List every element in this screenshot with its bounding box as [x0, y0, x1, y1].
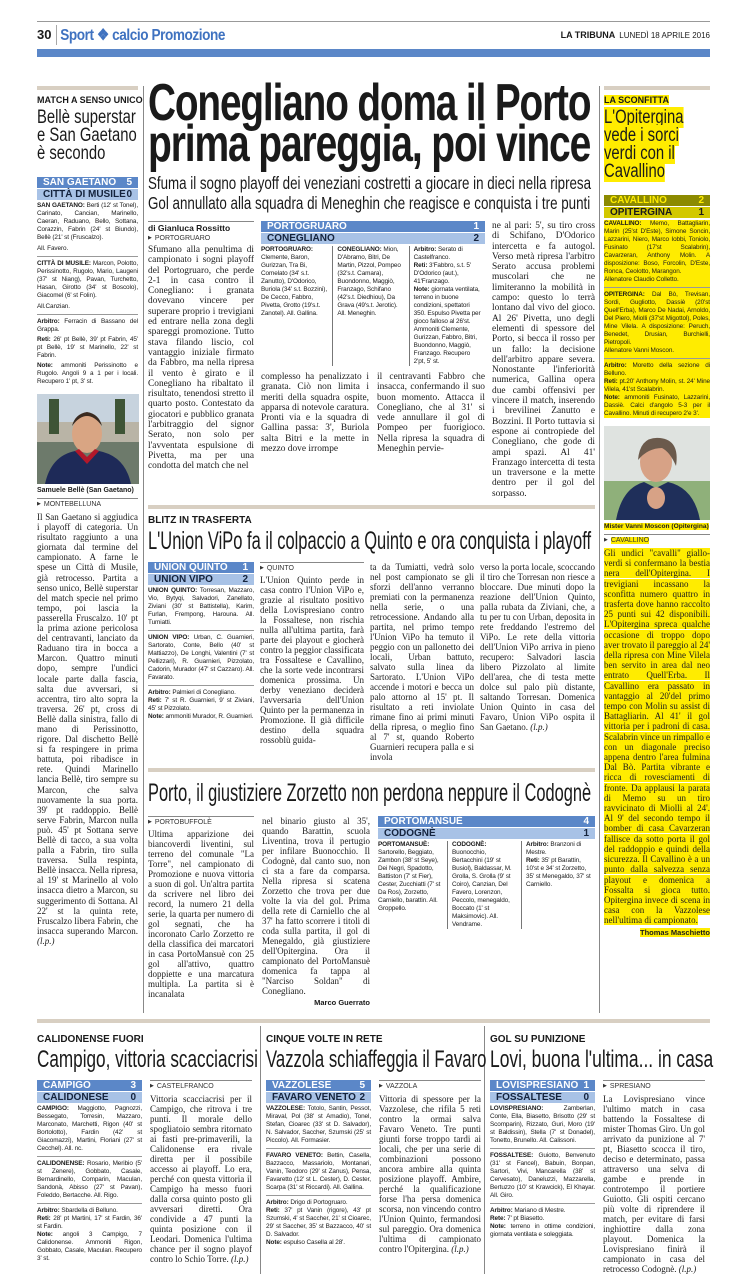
- score-row-home: VAZZOLESE 5: [266, 1080, 371, 1091]
- author: Thomas Maschietto: [639, 927, 710, 937]
- masthead: [561, 30, 710, 40]
- score-row-home: PORTOMANSUÈ 4: [378, 816, 595, 827]
- score-row-home: SAN GAETANO 5: [37, 177, 138, 188]
- subtitle-line: Gol annullato alla squadra di Meneghin che reagisce e conquista i tre punti: [148, 193, 591, 213]
- divider: [37, 1019, 710, 1023]
- bottom-stories: [37, 1026, 714, 1274]
- dateline: ▶ PORTOBUFFOLÈ: [148, 816, 254, 826]
- dateline: ▶ CAVALLINO: [604, 534, 710, 544]
- lineups: LOVISPRESIANO: Zamberlan, Conte, Ella, Biasetto, Brisotto (29' st Scomparin), Rizzato, Guri, Moro (19' st Baldissin), Stella (7' st Donadel), Tonetto, Brunello. All. Calissoni. FOSSALTESE: Guiotto, Benvenuto (31' st Fancel), Babuin, Bonpan, Sartori, Vivi, Mancarella (38' st Cervesato), Daneluzzi, Mazzarella, Bertuzzo (10' st Krawcick), El Khayar. All. Giro. Arbitro: Mariano di Mestre. Rete: 7' pt Biasetto. Note: terreno in ottime condizioni, giornata ventilata e soleggiata.: [490, 1105, 595, 1239]
- player-photo-image: [37, 394, 139, 484]
- lineups: CAVALLINO: Memo, Battagliarin, Marin (25'st D'Este), Simone Soncin, Lazzarini, Niero, Marco Iobbi, Toniolo, Fusinato (17'st Scalabrin), Cavarzeran, Anthony Molin. A disposizione: Boso, Forcolin, D'Este, Ronca, Ceolotto, Marangon. Allenatore Claudio Colletto. OPITERGINA: Dal Bò, Trevisan, Sordi, Gugliotto, Dassiè (20'st Quell'Erba), Marco De Nadai, Arnoldo, Del Piero, Miolli (37'st Migottol), Poles, Mine Vilela. A disposizione: Peruch, Benedet, Drusian, Burchielli, Pietropoli. Allenatore Vanni Moscon. Arbitro: Moretto della sezione di Belluno. Reti: pt.20' Anthony Molin, st. 24' Mine Vilela, 41'st Scalabrin. Note: ammoniti Fusinato, Lazzarini, Dassiè. Calci d'angolo 5-3 per il Cavallino. Minuti di recupero 2'e 3'.: [604, 220, 710, 417]
- divider: [37, 86, 138, 90]
- dateline: ▶ MONTEBELLUNA: [37, 498, 138, 508]
- kicker: GOL SU PUNIZIONE: [490, 1034, 586, 1046]
- article-body-col2: complesso ha penalizzato i granata. Ciò non limita i meriti della squadra ospite, apparsa di notevole caratura. Pronti via e la squadra di Gallina passa: 3', Buriola salta Bitri e la mette in mezzo dove irrompe: [261, 372, 369, 455]
- lineups: UNION QUINTO: Torresan, Mazzaro, Vio, Bytyqi, Salvadori, Zanellato, Ziviani (30' st Battistella), Karim, Furlan, Frempong, Harouna. All. Tumiatti. UNION VIPO: Urban, C. Guarnieri, Sartorato, Conte, Bello (40' st Mattiazzo), De Longhi, Valentini (7' st Pellizzari), R. Guarnieri, Pizzolato, Cadorin, Murador (47' st Cazzaro). All. Favarato. Arbitro: Palmieri di Conegliano. Reti: 7' st R. Guarnieri, 9' st Ziviani, 45' st Pizzolato. Note: ammoniti Murador, R. Guarnieri.: [148, 587, 255, 721]
- top-rule: [37, 21, 710, 22]
- score-row-away: CALIDONESE 0: [37, 1092, 142, 1103]
- article-body: Il San Gaetano si aggiudica i playoff di categoria. Un risultato raggiunto a una giornata dal termine del campionato. A farne le spese un Città di Musile, già retrocesso. Partita a senso unico, Bellè superstar del match specie nel primo tempo, poi lascia la passerella Fruscalzo. 10' pt la prima azione pericolosa del centravanti, lanciato da Raduano tira in bocca a Marcon. Quattro minuti dopo, sempre l'undici locale parte dalla fascia, salta due avversari, si accentra, tiro alto sopra la traversa. 26' pt, cross di Bellè dalla sinistra, fallo di mano di Perissinotto, rigore. Dal dischetto Bellè si fa respingere in prima battuta, poi ribadisce in rete. Quindi Marinello lancia Bellè, tiro sempre su Marcon, che salva nuovamente la sua porta. 39' pt raddoppio. Bellè serve Fabrin, Marcon nulla può. 45' pt Sottana serve Bellè di tacco, a sua volta palla a Fabrin, tiro sulla traversa. Sulla respinta, Bellè insacca. Nella ripresa, al 19' st Marinello al volo insacca dietro a Marcon, su suggerimento di Sottana. Al 22' st la quinta rete, Fruscalzo libera Fabrin, che insacca superando Marcon. (l.p.): [37, 512, 138, 946]
- page-number: 30: [37, 27, 52, 42]
- article-body-col1: Sfumano alla penultima di campionato i sogni playoff del Portogruaro, che perde 2-1 in casa contro il Conegliano: i granata dovevano vincere per superare proprio i trevigiani ed entrare nella zona degli spareggi promozione. Tutto stava filando liscio, col vantaggio iniziale firmato da Fabbro, ma nella ripresa il vento è girato e il Conegliano ha ribaltato il risultato, tenendosi stretto il quarto posto. Contestato da giocatori e pubblico granata l'arbitraggio del signor Serato, non solo per l'avventata espulsione di Pivetta, ma per una condotta del match che nel: [148, 245, 254, 472]
- headline-line: Conegliano doma il Porto: [148, 74, 591, 132]
- scoreboard: [37, 177, 138, 200]
- article-body-col1: Ultima apparizione dei biancoverdi liventini, sul terreno del comunale "La Torre", nel campionato di Promozione e nuova vittoria a suon di gol. Un'altra partita da scrivere nel libro dei record, la numero 21 della serie, la quarta per numero di gol segnati, che ha incoronato Carlo Zorzetto re della classifica dei marcatori in casa PortoMansuè con 25 gol all'attivo, quattro doppiette e una marcatura multipla. La partita si è incanalata: [148, 829, 254, 1000]
- lineups: CAMPIGO: Maggiotto, Pagnozzi, Bessegato, Torresin, Mazzaro, Marconato, Marchetti, Rigon (40' st Bortolotto), Fardin (42' st Giacomazzi), Martini, Floriani (27' st Cecchel). All. nc. CALIDONENSE: Rosario, Meribio (5' st Zenere), Gobbato, Casale, Bernardinello, Comparin, Maculan, Sandonà, Abisso (27' st Pavan), Foleddo, Bertacche. All. Rigo. Arbitro: Sbardella di Belluno. Reti: 28' pt Martini, 17' st Fardin, 36' st Fardin. Note: angoli 3 Campigo, 7 Calidonense. Ammoniti Rigon, Gobbato, Casale, Maculan. Recupero 3' st.: [37, 1105, 142, 1263]
- article-body-col4: ne al pari: 5', su tiro cross di Schifano, D'Odorico intercetta e fa autogol. Verso metà ripresa l'arbitro Serato accusa problemi muscolari che ne limiteranno la mobilità in campo: questo lo terrà lontano dal vivo del gioco. Al 26' Pivetta, uno degli elementi di spessore del Porto, si becca il rosso per un fallo: la decisione dell'arbitro appare severa. Nonostante l'inferiorità numerica, Gallina opera due cambi offensivi per vincere il match, inserendo i brevilinei Zanutto e Bozzini. Il Porto tuttavia si espone ai contropiede del Conegliano, che gode di ampi spazi. Al 41' Franzago intercetta di testa un traversone e la mette dentro per il gol del sorpasso.: [492, 221, 595, 499]
- score-row-away: FAVARO VENETO 2: [266, 1092, 371, 1103]
- scoreboard: [148, 562, 254, 585]
- kicker: CINQUE VOLTE IN RETE: [266, 1034, 383, 1046]
- short-story: [485, 1026, 714, 1274]
- section-title: Sport ❖ calcio Promozione: [56, 25, 225, 45]
- lineups: VAZZOLESE: Totolo, Santin, Pessot, Miraval, Pol (38' st Amadio), Tonel, Stefan, Cioarec (33' st D. Salvador), N. Salvador, Saccher, Szumski (25' st Piccolo). All. Formasier. FAVARO VENETO: Bettin, Casella, Bazzacco, Massariolo, Montanari, Vanin, Teodoro (29' st Zanus), Pensa, Favaretto (12' st L. Cester), D. Cester, Scarpa (31' st Riccardi). All. Gallina. Arbitro: Drigo di Portogruaro. Reti: 37' pt Vanin (rigore), 43' pt Szumski, 4' st Saccher, 21' st Cioarec, 29' st Saccher, 35' st Bazzacco, 40' st D. Salvador. Note: espulso Casella al 28'.: [266, 1105, 371, 1247]
- dateline: ▶ QUINTO: [260, 562, 364, 572]
- dateline: ▶ PORTOGRUARO: [148, 233, 254, 242]
- match-box: [148, 562, 254, 721]
- section-bar: [37, 49, 710, 57]
- scoreboard: [37, 1080, 142, 1103]
- photo-caption: Samuele Bellè (San Gaetano): [37, 487, 134, 494]
- scoreboard: [261, 221, 485, 244]
- left-sidebar-story: [37, 86, 144, 1013]
- story-title: L'Opitergina vede i sorci verdi con il Cavallino: [604, 107, 684, 182]
- story-headline: Campigo, vittoria scacciacrisi: [37, 1046, 258, 1074]
- story-title: Bellè superstar e San Gaetano è secondo: [37, 107, 137, 164]
- lineups: SAN GAETANO: Berti (12' st Tonel), Carinato, Cancian, Marinello, Caeran, Raduano, Bello, Sottana, Corazzin, Fabrin (24' st Biundo), Bellè (21' st (Fruscalzo). All. Favero. CITTÀ DI MUSILE: Marcon, Polotto, Perissinotto, Rugolo, Mario, Laugeni (37' st Niang), Pavan, Turchetto, Hasan, Girotto (34' st Boscolo), Giacomel (6' st Folin). All.Canzian. Arbitro: Ferracin di Bassano del Grappa. Reti: 26' pt Bellè, 39' pt Fabrin, 45' pt Bellè, 19' st Marinello, 22' st Fabrin. Note: ammoniti Perissinotto e Rugolo. Angoli 9 a 1 per i locali. Recupero 1' pt, 3' st.: [37, 202, 138, 385]
- coach-photo: [604, 426, 710, 520]
- score-row-away: CODOGNÈ 1: [378, 828, 595, 839]
- scoreboard: [604, 195, 710, 218]
- article-body-col1: L'Union Quinto perde in casa contro l'Union ViPo e, grazie al risultato positivo della Lovispresiano contro la Fossaltese, non rischia nulla all'ultima partita, farà parte dei playout e giocherà contro la peggior classificata tra Fossaltese e Cavallino, che la sorte vede incontrarsi domenica prossima. Un derby veneziano deciderà l'avversaria dell'Union Quinto per la permanenza in Promozione. Il già difficile destino della squadra rossoblù guida-: [260, 575, 364, 746]
- photo-caption: Mister Vanni Moscon (Opitergina): [604, 523, 709, 530]
- story-headline: Lovi, buona l'ultima... in casa: [490, 1046, 714, 1074]
- divider: [604, 86, 710, 90]
- scoreboard: [266, 1080, 371, 1103]
- article-body: La Lovispresiano vince l'ultimo match in casa battendo la Fossaltese di mister Thomas Giro. Un gol arrivato da punizione al 7' pt, Biasetto scocca il tiro, deciso e determinato, passa attraverso una selva di gambe e prende in controtempo il portiere Guiotto. Gli ospiti cercano più volte di riprendere il match, per evitare di farsi inghiottire dalla zona playout. Domenica la Lovispresiano finirà il campionato in casa del retrocesso Codognè. (l.p.): [603, 1094, 705, 1274]
- story-headline: L'Union ViPo fa il colpaccio a Quinto e ora conquista i playoff: [148, 527, 592, 556]
- article-body-col2: ta da Tumiatti, vedrà solo nel post campionato se gli sforzi dell'anno verranno premiati con la permanenza nella serie, o una retrocessione. Andando alla partita, nel primo tempo l'Union ViPo ha temuto il peggio con un pallonetto dei locali, Urban battuto, salvato sulla linea da Sartorato. L'Union ViPo accende i motori e becca un palo attorno al 15' pt. Il risultato a reti inviolate rimane fino ai primi minuti della ripresa, o meglio fino al 7' st, quando Roberto Guarnieri recupera palla e si invola: [370, 562, 474, 763]
- article-body-col3: il centravanti Fabbro che insacca, confermando il suo buon momento. Attacca il Conegliano, che al 31' si vede annullare il gol di Pompeo per fuorigioco. Nella ripresa la squadra di Meneghin pervie-: [377, 372, 485, 455]
- scoreboard: [378, 816, 595, 839]
- score-row-away: CONEGLIANO 2: [261, 233, 485, 244]
- score-row-away: OPITERGINA 1: [604, 207, 710, 218]
- issue-date: LUNEDÌ 18 APRILE 2016: [619, 31, 710, 40]
- scoreboard: [490, 1080, 595, 1103]
- article-body: Gli undici "cavalli" gialloverdi si confermano la bestia nera dell'Opitergina. I trevigiani incassano la sconfitta numero quattro in trasferta dove hanno raccolto 25 punti sui 42 disponibili. L'Opitergina spreca qualche occasione di troppo dopo aver trovato il pareggio al 24' della ripresa con Mine Vilela ben servito in area dal neo entrato Quell'Erba. Il Cavallino era passato in vantaggio al 20'del primo tempo con Molin su assist di Battagliarin. Al 41' il gol vittoria per i padroni di casa. Scalabrin vince un rimpallo e con un diagonale preciso appena dentro l'area fulmina Dal Bò. Partita vibrante e ricca di rovesciamenti di fronte. Da applausi la parata di Memo su un tiro ravvicinato di Miolli al 24'. Al 9' del secondo tempo il bomber di casa Cavarzeran fallisce da sotto porta il gol del raddoppio e quindi della sicurezza. Il Cavallino è a un punto dalla salvezza senza playout e domenica a Fossalta si gioca tutto. Opitergina invece di scena in casa con la Vazzolese nell'ultima di campionato.: [604, 548, 710, 926]
- author: Marco Guerrato: [314, 998, 370, 1008]
- divider: [148, 768, 595, 772]
- dateline: ▶ VAZZOLA: [379, 1080, 481, 1090]
- byline: di Gianluca Rossitto: [148, 221, 254, 233]
- center-column: [144, 74, 599, 1013]
- lineups: PORTOGRUARO: Clemente, Baron, Gurizzan, Tra Bi, Comelato (34' s.t. Zanutto), D'Odorico, Buriola (34' s.t. Bozzini), De Cecco, Fabbro, Pivetta, Grotto (19's.t. Zanotel). All. Gallina. CONEGLIANO: Mion, D'Abramo, Bitri, De Martin, Pizzol, Pompeo (32's.t. Camara), Buondonno, Maggiò, Franzago, Schifano (42's.t. Diedhiou), Da Grava (49's.t. Jerotic). All. Meneghin. Arbitro: Serato di Castelfranco. Reti: 3'Fabbro, s.t. 5' D'Odorico (aut.), 41'Franzago. Note: giornata ventilata, terreno in buone condizioni, spettatori 350. Espulso Pivetta per gioco falloso al 26'st. Ammoniti Clemente, Gurizzan, Fabbro, Bitri, Buondonno, Maggiò, Franzago. Recupero 2'pt, 5' st.: [261, 246, 481, 365]
- main-headline: [148, 74, 595, 173]
- headline-line: prima pareggia, poi vince: [148, 115, 591, 173]
- article-body: Vittoria di spessore per la Vazzolese, che rifila 5 reti contro la ormai salva Favaro Veneto. Tre punti giunti forse troppo tardi ai locali, che per una serie di combinazioni possono ancora ambire alla quinta posizione playoff. Ambire, perché la qualificazione forse l'ha persa domenica scorsa, non vincendo contro l'Union Quinto, fermandosi sul pareggio. Ora domenica l'ultima di campionato contro l'Opitergina. (l.p.): [379, 1094, 481, 1255]
- score-row-away: UNION VIPO 2: [148, 574, 254, 585]
- score-row-home: CAMPIGO 3: [37, 1080, 142, 1091]
- main-subtitle: [148, 173, 595, 213]
- short-story: [261, 1026, 485, 1274]
- article-body: Vittoria scacciacrisi per il Campigo, che ritrova i tre punti. Il morale dello spogliatoio sembra ritornato ai fasti pre-primaverili, la Calidonense era rivale diretta per il possibile accesso ai playoff. Lo era, perché con questa vittoria il Campigo ha messo fuori dalla corsa quinto posto gli avversari diretti. Ora condivide a 47 punti la quinta posizione con il Leodari. Domenica l'ultima chance per il sogno playof contro lo Schio Torre. (l.p.): [150, 1094, 252, 1265]
- subtitle-line: Sfuma il sogno playoff dei veneziani costretti a giocare in dieci nella ripresa: [148, 173, 592, 193]
- score-row-home: CAVALLINO 2: [604, 195, 710, 206]
- match-box: [261, 221, 485, 366]
- score-row-home: LOVISPRESIANO 1: [490, 1080, 595, 1091]
- paper-name: LA TRIBUNA: [560, 30, 616, 40]
- divider: [148, 505, 595, 509]
- player-photo: [37, 394, 139, 484]
- right-sidebar-story: [599, 86, 710, 1013]
- score-row-home: PORTOGRUARO 1: [261, 221, 485, 232]
- quinto-story: [148, 505, 595, 768]
- porto-story: [148, 768, 595, 1013]
- score-row-away: CITTÀ DI MUSILE 0: [37, 189, 138, 200]
- story-headline: Porto, il giustiziere Zorzetto non perdona neppure il Codognè: [148, 779, 592, 808]
- score-row-away: FOSSALTESE 0: [490, 1092, 595, 1103]
- kicker: MATCH A SENSO UNICO: [37, 95, 143, 105]
- match-box: [378, 816, 595, 929]
- page-body: [37, 74, 714, 1274]
- article-body-col2: nel binario giusto al 35', quando Barattin, scuola Liventina, trova il pertugio per infilare Buonocchio. Il Codognè, dal canto suo, non ci sta a fare da comparsa. Nella ripresa si scatena Zorzetto che trova per due volte la via del gol. Prima della rete di Carniello che al 37' ha fatto scorrere i titoli di coda sulla partita, il gol di Menegaldo, già giustiziere dell'Opitergina. Ora il campionato del PortoMansuè domenica fa tappa al "Narciso Soldan" di Conegliano.: [262, 816, 370, 997]
- kicker: CALIDONENSE FUORI: [37, 1034, 144, 1046]
- short-story: [37, 1026, 261, 1274]
- article-body-col3: verso la porta locale, scoccando il tiro che Torresan non riesce a bloccare. Due minuti dopo la reazione dell'Union Quinto, palla rubata da Ziviani, che, a tu per tu con Urban, deposita in rete freddando l'estremo del ViPo. Le rete della vittoria dell'Union ViPo arriva in pieno recupero: Salvadori lascia libero Pizzolato al limite dell'area, che di testa mette dolce sul palo più distante, saltando Torresan. Domenica Union Quinto in casa del Favaro, Union ViPo ospita il San Gaetano. (l.p.): [480, 562, 595, 733]
- story-headline: Vazzola schiaffeggia il Favaro: [266, 1046, 487, 1074]
- kicker: BLITZ IN TRASFERTA: [148, 515, 252, 527]
- main-story: [148, 74, 595, 505]
- lineups: PORTOMANSUÈ: Sartorello, Beggiato, Zambon (38' st Seye), Dei Negri, Spadotto, Battiston (7' st Fier), Cester, Zucchiatti (7' st Da Ros), Zorzetto, Carniello, barattin. All. Groppello. CODOGNÈ: Buonocchio, Bertacchini (19' st Busiol), Baldassar, M. Grolla, S. Grolla (9' st Coiro), Canzian, Del Favero, Lorenzon, Peccolo, menegaldo, Boccato (1' st Maksimovic). All. Vendrame. Arbitro: Branzoni di Mestre. Reti: 35' pt Barattin, 10'st e 34' st Zorzetto, 35' st Menegaldo, 37' st Carniello.: [378, 841, 591, 929]
- dateline: ▶ SPRESIANO: [603, 1080, 705, 1090]
- dateline: ▶ CASTELFRANCO: [150, 1080, 252, 1090]
- score-row-home: UNION QUINTO 1: [148, 562, 254, 573]
- kicker: LA SCONFITTA: [604, 95, 669, 105]
- coach-photo-image: [604, 426, 710, 520]
